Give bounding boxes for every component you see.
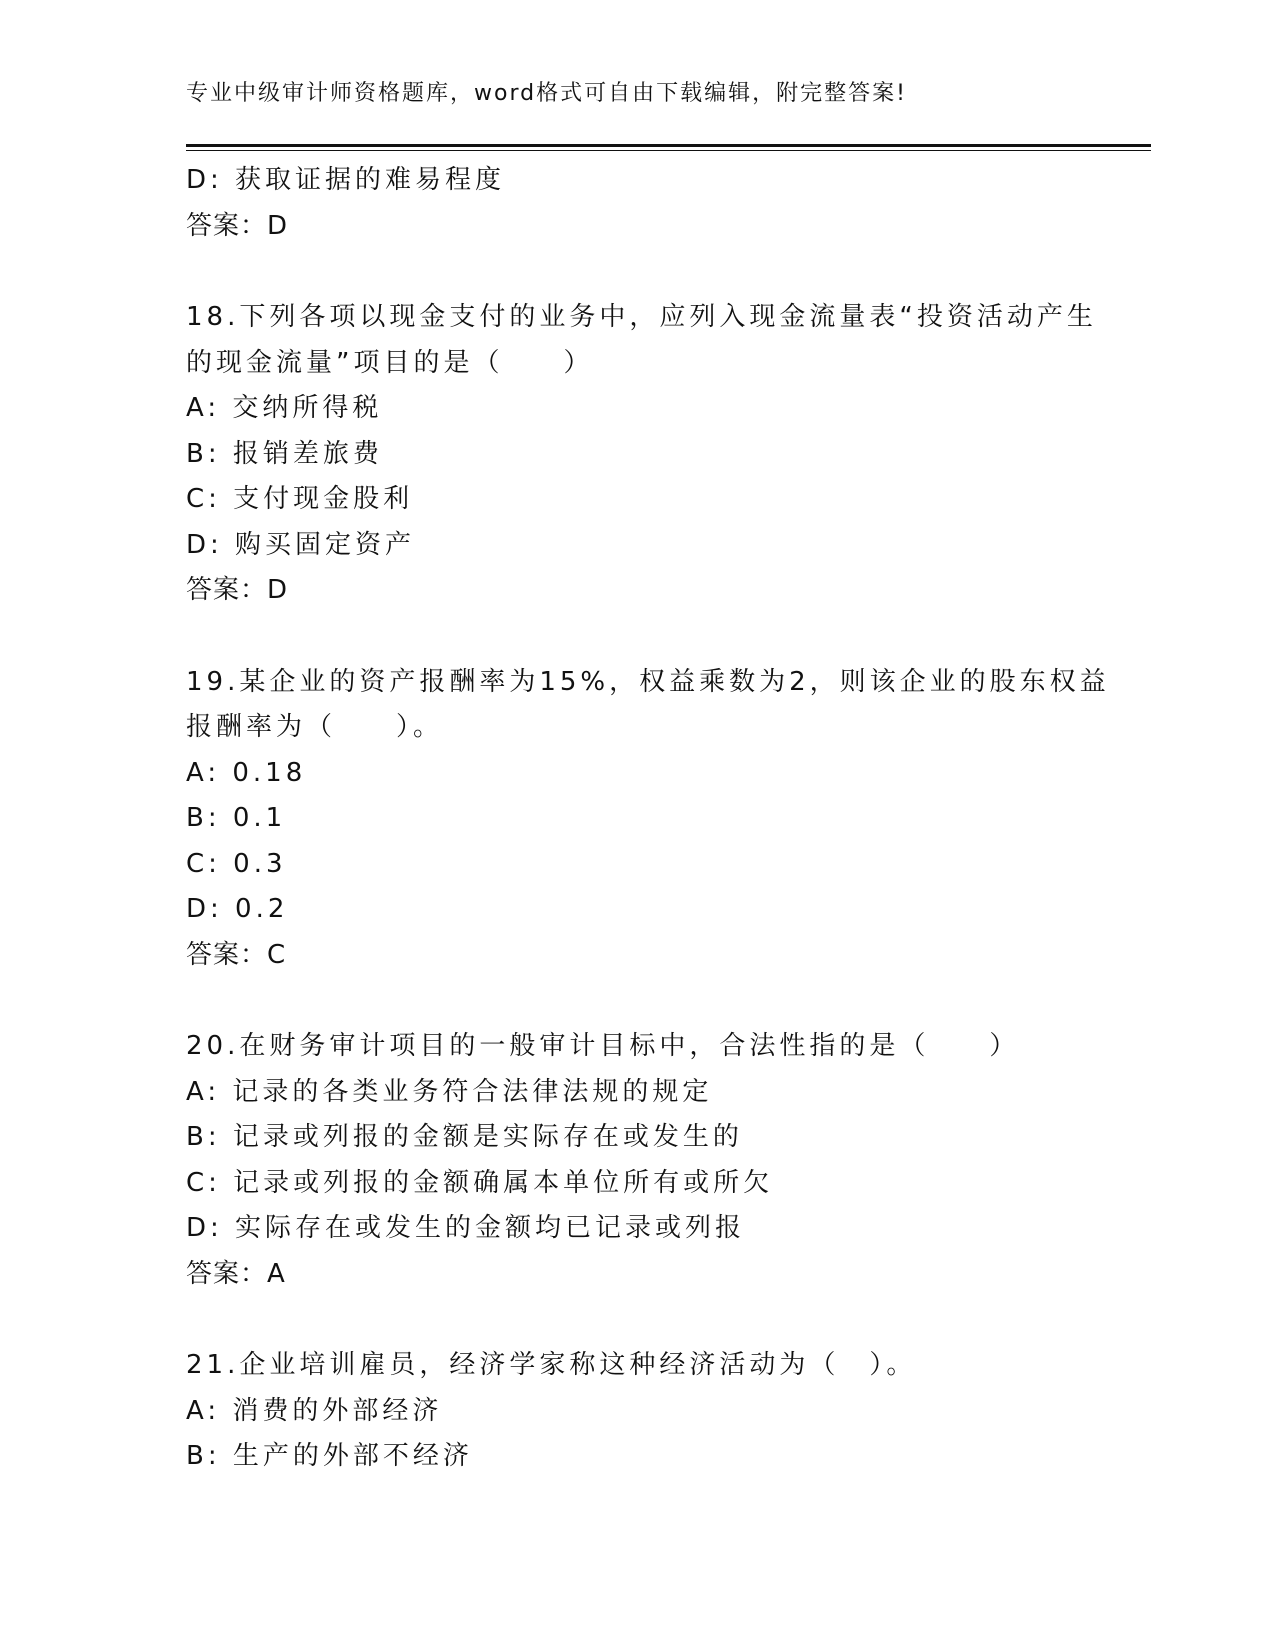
question-20-option-d: D: 实际存在或发生的金额均已记录或列报 xyxy=(186,1213,746,1243)
question-21-stem-line-1: 21.企业培训雇员，经济学家称这种经济活动为（ ）。 xyxy=(186,1350,917,1380)
question-20-option-b: B: 记录或列报的金额是实际存在或发生的 xyxy=(186,1122,743,1152)
question-20-answer: 答案：A xyxy=(186,1258,286,1289)
prev-option-d: D: 获取证据的难易程度 xyxy=(186,165,506,195)
question-20-option-a: A: 记录的各类业务符合法律法规的规定 xyxy=(186,1076,713,1107)
header-divider-thin xyxy=(186,150,1151,151)
question-21-option-a: A: 消费的外部经济 xyxy=(186,1395,443,1426)
question-19-stem-line-1: 19.某企业的资产报酬率为15%，权益乘数为2，则该企业的股东权益 xyxy=(186,666,1110,697)
header-divider-thick xyxy=(186,144,1151,147)
spacer xyxy=(186,614,1106,660)
question-18 xyxy=(186,295,1106,614)
question-21 xyxy=(186,1343,1106,1480)
question-19-option-c: C: 0.3 xyxy=(186,848,287,879)
question-20 xyxy=(186,1024,1106,1297)
question-19 xyxy=(186,660,1110,979)
question-18-answer: 答案：D xyxy=(186,575,289,605)
question-18-stem-line-2: 的现金流量”项目的是（ ） xyxy=(186,347,594,378)
spacer xyxy=(186,1297,1106,1343)
question-19-option-d: D: 0.2 xyxy=(186,894,289,924)
question-21-option-b: B: 生产的外部不经济 xyxy=(186,1441,473,1471)
question-19-answer: 答案：C xyxy=(186,939,287,970)
prev-answer: 答案：D xyxy=(186,210,289,241)
question-content xyxy=(186,158,1110,1480)
question-18-option-d: D: 购买固定资产 xyxy=(186,529,416,560)
question-18-option-a: A: 交纳所得税 xyxy=(186,393,383,423)
question-18-option-b: B: 报销差旅费 xyxy=(186,438,383,469)
spacer xyxy=(186,978,1106,1024)
question-19-option-a: A: 0.18 xyxy=(186,757,307,788)
question-18-option-c: C: 支付现金股利 xyxy=(186,484,414,514)
question-20-stem-line-1: 20.在财务审计项目的一般审计目标中，合法性指的是（ ） xyxy=(186,1031,1020,1061)
question-19-option-b: B: 0.1 xyxy=(186,803,287,833)
spacer xyxy=(186,249,1106,295)
page-header: 专业中级审计师资格题库，word格式可自由下载编辑，附完整答案! xyxy=(186,81,907,106)
question-19-stem-line-2: 报酬率为（ ）。 xyxy=(186,712,444,742)
question-20-option-c: C: 记录或列报的金额确属本单位所有或所欠 xyxy=(186,1167,774,1198)
question-18-stem-line-1: 18.下列各项以现金支付的业务中，应列入现金流量表“投资活动产生 xyxy=(186,302,1097,332)
